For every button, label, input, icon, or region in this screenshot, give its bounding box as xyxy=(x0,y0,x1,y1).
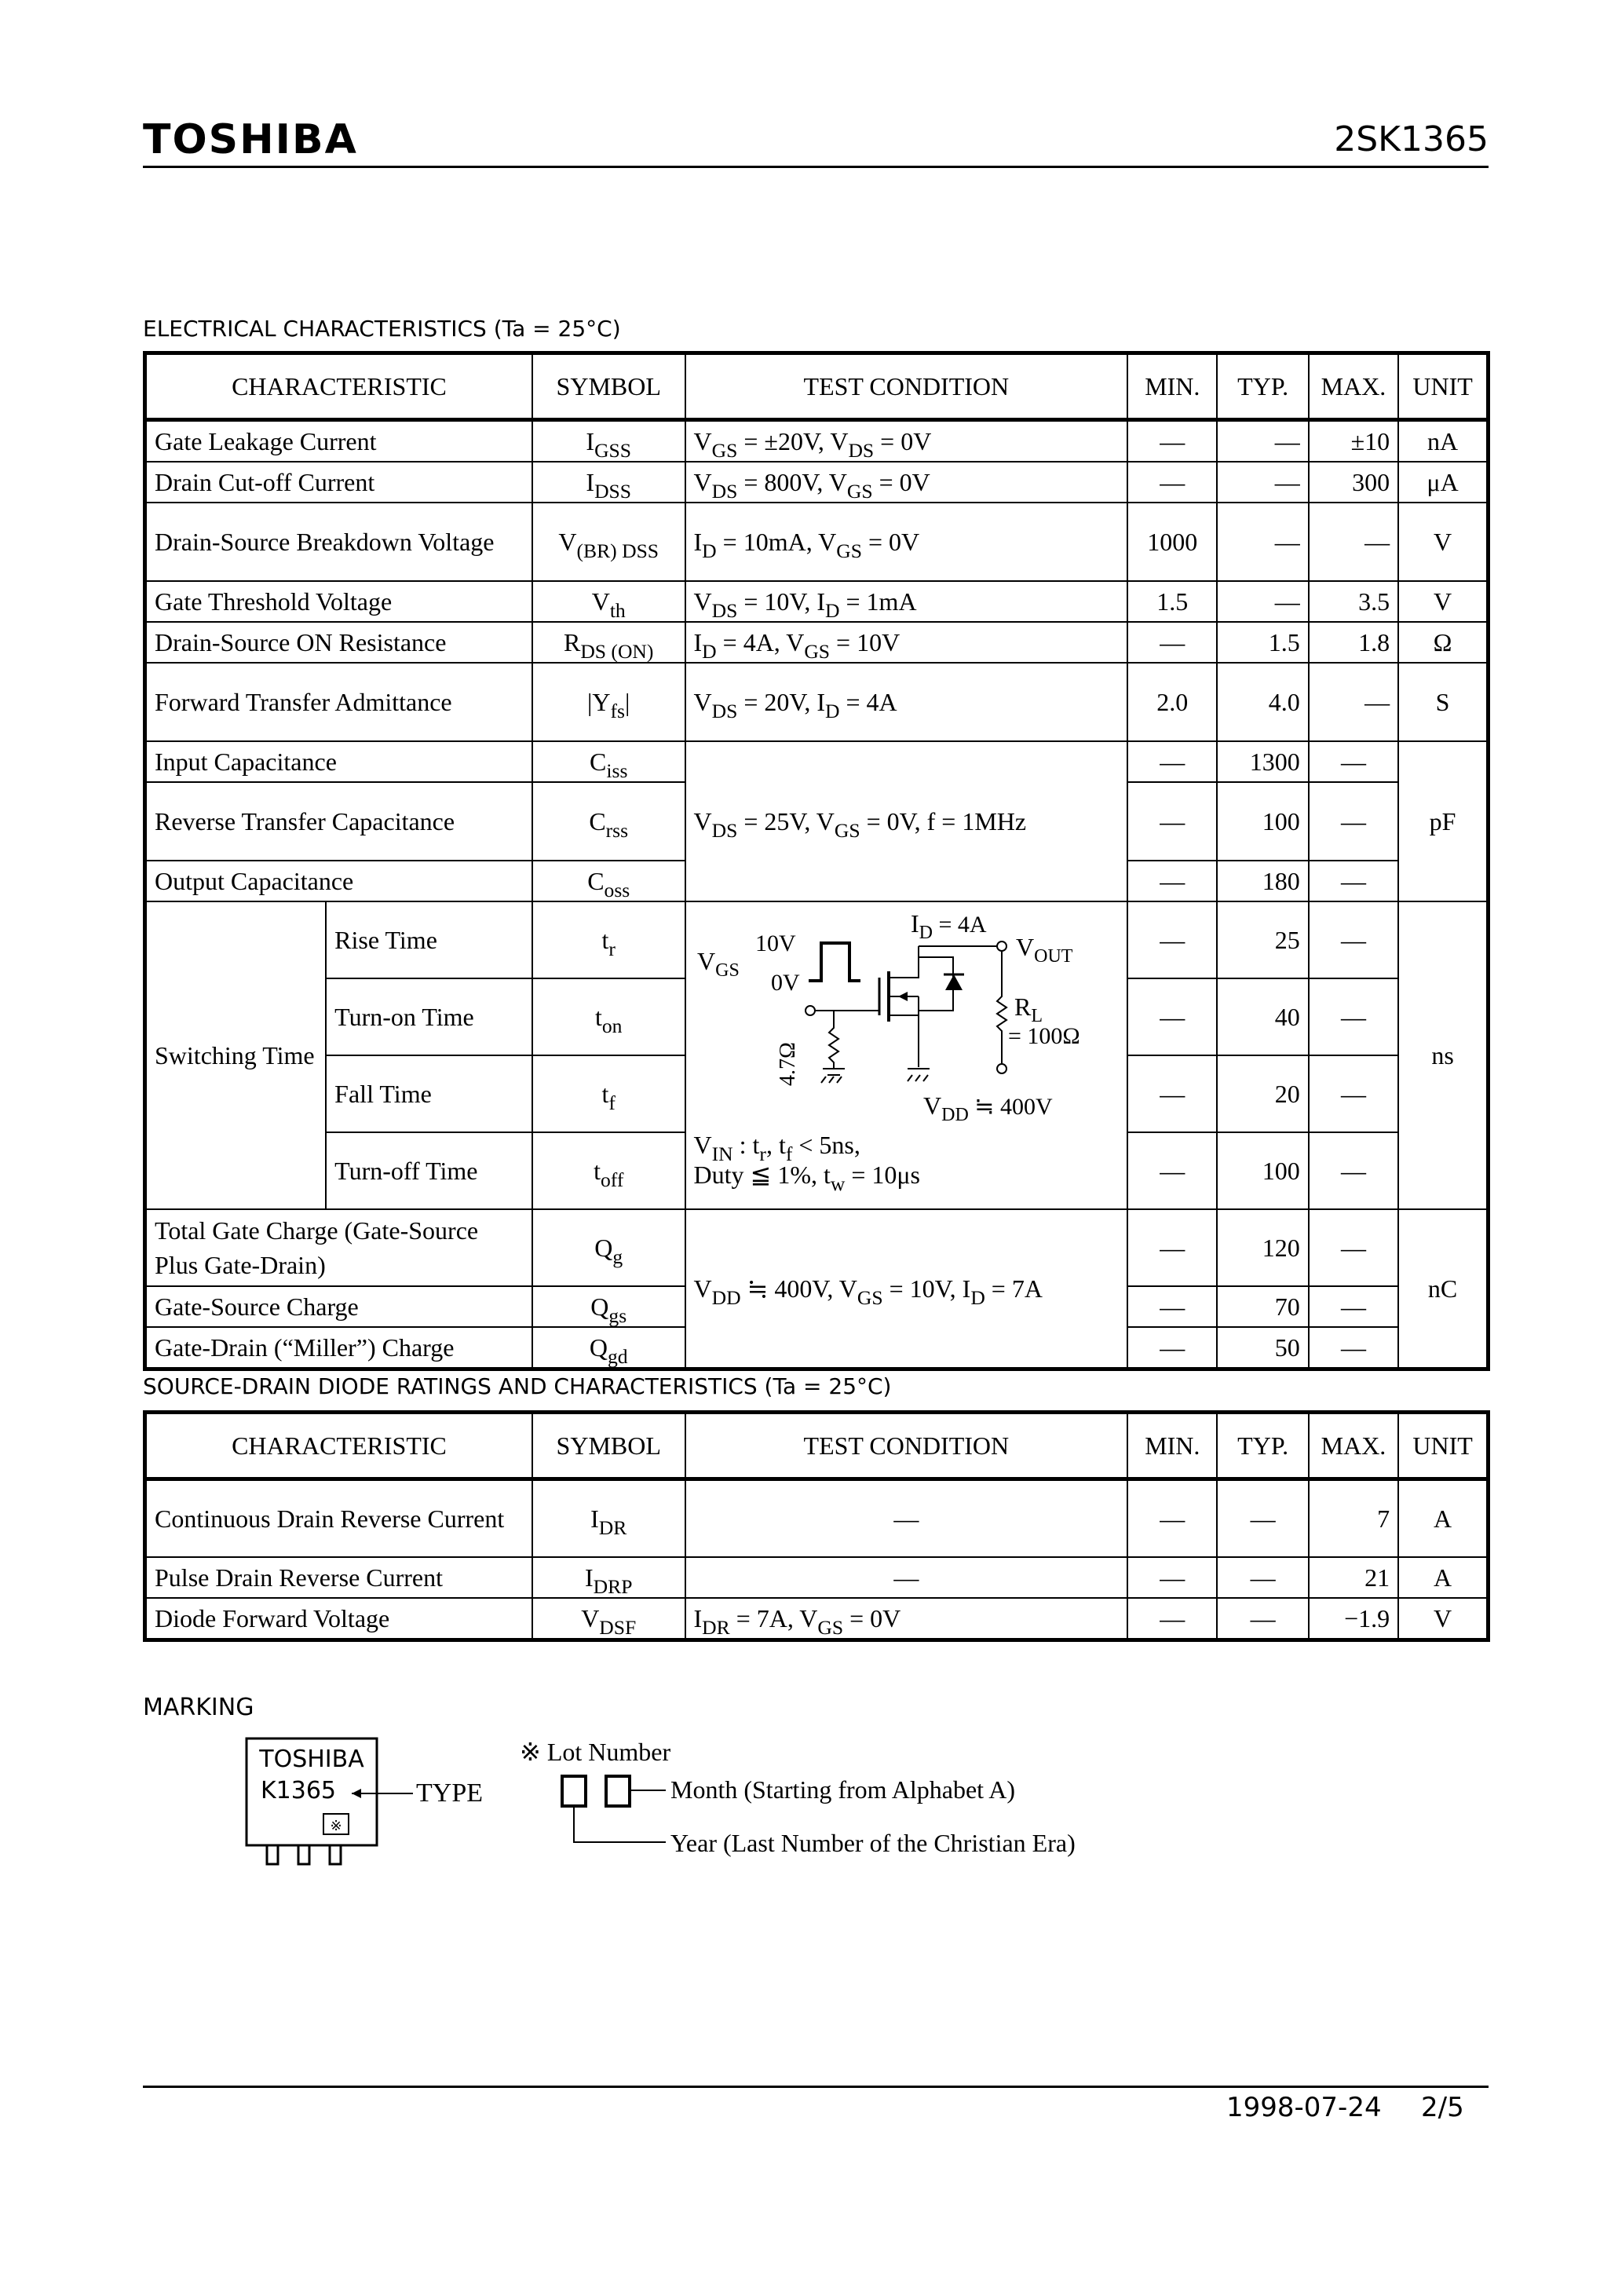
max-cell: — xyxy=(1309,782,1398,861)
col-header-symbol: SYMBOL xyxy=(532,1413,685,1479)
characteristic-cell: Turn-off Time xyxy=(326,1132,532,1209)
month-letter-box xyxy=(606,1776,630,1806)
test-condition-cell: $I_D = 4A$, $V_{GS} = 10V$ xyxy=(685,622,1128,663)
characteristic-cell: Drain-Source ON Resistance xyxy=(145,622,532,663)
unit-cell: Ω xyxy=(1398,622,1488,663)
typ-cell: 1.5 xyxy=(1217,622,1308,663)
table-row xyxy=(145,1209,1489,1286)
test-condition-cell: $V_{DS} = 25V$, $V_{GS} = 0V$, f = 1MHz xyxy=(685,741,1128,901)
unit-cell: V xyxy=(1398,581,1488,622)
svg-text:4.7Ω: 4.7Ω xyxy=(775,1042,800,1086)
table-row xyxy=(145,462,1489,503)
symbol-cell: $R_{DS (ON)}$ xyxy=(532,622,685,663)
table-row xyxy=(145,622,1489,663)
test-condition-cell: $V_{DD}$ ≒ 400V, $V_{GS} = 10V$, $I_D = 7A$ xyxy=(685,1209,1128,1369)
min-cell: — xyxy=(1127,741,1217,782)
svg-text:= 100Ω: = 100Ω xyxy=(1007,1023,1080,1049)
svg-text:RL: $R_L$ xyxy=(1014,993,1043,1026)
typ-cell: 40 xyxy=(1217,978,1308,1055)
characteristic-cell: Output Capacitance xyxy=(145,861,532,901)
footer-divider xyxy=(143,2086,1489,2088)
test-condition-cell: $I_D = 10mA$, $V_{GS} = 0V$ xyxy=(685,503,1128,581)
symbol-cell: $Q_{gd}$ xyxy=(532,1327,685,1369)
characteristic-cell: Drain-Source Breakdown Voltage xyxy=(145,503,532,581)
test-condition-cell: $V_{DS} = 10V$, $I_D = 1mA$ xyxy=(685,581,1128,622)
col-header-max: MAX. xyxy=(1309,353,1398,420)
col-header-min: MIN. xyxy=(1127,1413,1217,1479)
characteristic-cell: Fall Time xyxy=(326,1055,532,1132)
page-number: 2/5 xyxy=(1421,2092,1464,2123)
part-number: 2SK1365 xyxy=(1334,119,1489,159)
max-cell: 1.8 xyxy=(1309,622,1398,663)
characteristic-cell: Reverse Transfer Capacitance xyxy=(145,782,532,861)
symbol-cell: $t_{off}$ xyxy=(532,1132,685,1209)
characteristic-cell: Diode Forward Voltage xyxy=(145,1598,532,1640)
symbol-cell: $I_{GSS}$ xyxy=(532,420,685,462)
package-leads xyxy=(267,1845,341,1864)
table-row xyxy=(145,663,1489,741)
unit-cell: S xyxy=(1398,663,1488,741)
min-cell: — xyxy=(1127,1286,1217,1327)
table-row xyxy=(145,1557,1489,1598)
col-header-max: MAX. xyxy=(1309,1413,1398,1479)
table-row xyxy=(145,1598,1489,1640)
test-condition-cell: $V_{DS} = 20V$, $I_D = 4A$ xyxy=(685,663,1128,741)
marking-diagram xyxy=(236,1735,1335,1924)
symbol-cell: $t_f$ xyxy=(532,1055,685,1132)
typ-cell: 1300 xyxy=(1217,741,1308,782)
min-cell: — xyxy=(1127,1327,1217,1369)
col-header-test-condition: TEST CONDITION xyxy=(685,1413,1128,1479)
typ-cell: 25 xyxy=(1217,901,1308,978)
unit-cell: A xyxy=(1398,1557,1488,1598)
max-cell: — xyxy=(1309,861,1398,901)
max-cell: — xyxy=(1309,1055,1398,1132)
unit-cell: V xyxy=(1398,1598,1488,1640)
table-row xyxy=(145,1479,1489,1558)
symbol-cell: $C_{rss}$ xyxy=(532,782,685,861)
col-header-unit: UNIT xyxy=(1398,353,1488,420)
typ-cell: 20 xyxy=(1217,1055,1308,1132)
min-cell: 1000 xyxy=(1127,503,1217,581)
switching-condition-line-2: Duty ≦ 1%, $t_w = 10\mu s$ xyxy=(693,1161,920,1195)
type-pointer-arrowhead xyxy=(352,1789,361,1798)
switching-group-cell: Switching Time xyxy=(145,901,327,1209)
col-header-test-condition: TEST CONDITION xyxy=(685,353,1128,420)
symbol-cell: $V_{th}$ xyxy=(532,581,685,622)
test-condition-cell: $I_{DR} = 7A$, $V_{GS} = 0V$ xyxy=(685,1598,1128,1640)
col-header-characteristic: CHARACTERISTIC xyxy=(145,353,532,420)
min-cell: — xyxy=(1127,1557,1217,1598)
symbol-cell: $C_{oss}$ xyxy=(532,861,685,901)
typ-cell: — xyxy=(1217,462,1308,503)
max-cell: −1.9 xyxy=(1309,1598,1398,1640)
unit-cell: nA xyxy=(1398,420,1488,462)
unit-cell: pF xyxy=(1398,741,1488,901)
header-divider xyxy=(143,166,1489,168)
year-digit-box xyxy=(562,1776,586,1806)
test-condition-cell: — xyxy=(685,1557,1128,1598)
switching-test-circuit xyxy=(694,902,1118,1130)
min-cell: — xyxy=(1127,901,1217,978)
symbol-cell: $C_{iss}$ xyxy=(532,741,685,782)
test-condition-cell: $V_{DS} = 800V$, $V_{GS} = 0V$ xyxy=(685,462,1128,503)
svg-text:VDD ≒ 400V: $V_{DD}$ ≒ 400V xyxy=(922,1091,1053,1125)
test-condition-cell xyxy=(685,901,1128,1209)
col-header-typ: TYP. xyxy=(1217,353,1308,420)
symbol-cell: $V_{DSF}$ xyxy=(532,1598,685,1640)
typ-cell: — xyxy=(1217,503,1308,581)
max-cell: — xyxy=(1309,1286,1398,1327)
max-cell: — xyxy=(1309,1132,1398,1209)
col-header-min: MIN. xyxy=(1127,353,1217,420)
unit-cell: ns xyxy=(1398,901,1488,1209)
min-cell: 2.0 xyxy=(1127,663,1217,741)
svg-text:VOUT: $V_{OUT}$ xyxy=(1015,933,1072,967)
typ-cell: 120 xyxy=(1217,1209,1308,1286)
characteristic-cell: Turn-on Time xyxy=(326,978,532,1055)
symbol-cell: $t_r$ xyxy=(532,901,685,978)
characteristic-cell: Gate Threshold Voltage xyxy=(145,581,532,622)
typ-cell: 70 xyxy=(1217,1286,1308,1327)
characteristic-cell: Input Capacitance xyxy=(145,741,532,782)
characteristic-cell: Pulse Drain Reverse Current xyxy=(145,1557,532,1598)
characteristic-cell: Gate Leakage Current xyxy=(145,420,532,462)
max-cell: — xyxy=(1309,741,1398,782)
electrical-characteristics-table xyxy=(143,351,1490,1371)
typ-cell: — xyxy=(1217,420,1308,462)
table-row xyxy=(145,503,1489,581)
year-pointer-line xyxy=(574,1806,666,1842)
max-cell: 21 xyxy=(1309,1557,1398,1598)
symbol-cell: $Q_g$ xyxy=(532,1209,685,1286)
max-cell: — xyxy=(1309,1327,1398,1369)
min-cell: — xyxy=(1127,1209,1217,1286)
max-cell: — xyxy=(1309,901,1398,978)
diode-characteristics-table xyxy=(143,1410,1490,1642)
col-header-symbol: SYMBOL xyxy=(532,353,685,420)
min-cell: — xyxy=(1127,978,1217,1055)
col-header-typ: TYP. xyxy=(1217,1413,1308,1479)
max-cell: 7 xyxy=(1309,1479,1398,1558)
typ-cell: 100 xyxy=(1217,782,1308,861)
typ-cell: 4.0 xyxy=(1217,663,1308,741)
unit-cell: μA xyxy=(1398,462,1488,503)
max-cell: — xyxy=(1309,1209,1398,1286)
col-header-unit: UNIT xyxy=(1398,1413,1488,1479)
typ-cell: 180 xyxy=(1217,861,1308,901)
symbol-cell: $Q_{gs}$ xyxy=(532,1286,685,1327)
characteristic-cell: Continuous Drain Reverse Current xyxy=(145,1479,532,1558)
table-row xyxy=(145,901,1489,978)
characteristic-cell: Drain Cut-off Current xyxy=(145,462,532,503)
col-header-characteristic: CHARACTERISTIC xyxy=(145,1413,532,1479)
lot-number-label: ※ Lot Number xyxy=(520,1738,671,1766)
characteristic-cell: Gate-Drain (“Miller”) Charge xyxy=(145,1327,532,1369)
marking-section-title: MARKING xyxy=(143,1694,254,1721)
brand-logo: TOSHIBA xyxy=(143,116,358,163)
min-cell: — xyxy=(1127,782,1217,861)
min-cell: — xyxy=(1127,420,1217,462)
table-row xyxy=(145,420,1489,462)
svg-text:VGS: $V_{GS}$ xyxy=(696,947,740,981)
test-condition-cell: $V_{GS} = \pm 20V$, $V_{DS} = 0V$ xyxy=(685,420,1128,462)
table-row xyxy=(145,741,1489,782)
typ-cell: 50 xyxy=(1217,1327,1308,1369)
type-label: TYPE xyxy=(416,1779,483,1808)
min-cell: — xyxy=(1127,1479,1217,1558)
characteristic-cell: Total Gate Charge (Gate-Source Plus Gate-Drain) xyxy=(145,1209,532,1286)
electrical-section-title: ELECTRICAL CHARACTERISTICS (Ta = 25°C) xyxy=(143,316,621,342)
max-cell: — xyxy=(1309,503,1398,581)
symbol-cell: $|Y_{fs}|$ xyxy=(532,663,685,741)
min-cell: — xyxy=(1127,462,1217,503)
package-type-text: K1365 xyxy=(260,1777,337,1804)
typ-cell: — xyxy=(1217,1557,1308,1598)
table-row xyxy=(145,581,1489,622)
svg-text:ID = 4A: $I_D = 4A$ xyxy=(910,909,987,943)
symbol-cell: $V_{(BR) DSS}$ xyxy=(532,503,685,581)
typ-cell: — xyxy=(1217,1598,1308,1640)
symbol-cell: $I_{DRP}$ xyxy=(532,1557,685,1598)
characteristic-cell: Gate-Source Charge xyxy=(145,1286,532,1327)
characteristic-cell: Rise Time xyxy=(326,901,532,978)
min-cell: — xyxy=(1127,861,1217,901)
typ-cell: — xyxy=(1217,1479,1308,1558)
lot-mark-symbol: ※ xyxy=(330,1818,342,1834)
unit-cell: V xyxy=(1398,503,1488,581)
max-cell: — xyxy=(1309,978,1398,1055)
max-cell: 3.5 xyxy=(1309,581,1398,622)
typ-cell: 100 xyxy=(1217,1132,1308,1209)
switching-condition-line-1: $V_{IN}$ : $t_r$, $t_f < 5ns$, xyxy=(693,1131,860,1165)
month-label: Month (Starting from Alphabet A) xyxy=(670,1775,1016,1804)
svg-text:10V: 10V xyxy=(754,930,796,956)
symbol-cell: $I_{DSS}$ xyxy=(532,462,685,503)
min-cell: 1.5 xyxy=(1127,581,1217,622)
package-brand-text: TOSHIBA xyxy=(259,1746,364,1773)
min-cell: — xyxy=(1127,622,1217,663)
symbol-cell: $t_{on}$ xyxy=(532,978,685,1055)
diode-section-title: SOURCE-DRAIN DIODE RATINGS AND CHARACTERISTICS (Ta = 25°C) xyxy=(143,1373,892,1399)
svg-text:0V: 0V xyxy=(770,970,800,996)
typ-cell: — xyxy=(1217,581,1308,622)
test-condition-cell: — xyxy=(685,1479,1128,1558)
document-date: 1998-07-24 xyxy=(1226,2092,1382,2123)
max-cell: ±10 xyxy=(1309,420,1398,462)
symbol-cell: $I_{DR}$ xyxy=(532,1479,685,1558)
unit-cell: A xyxy=(1398,1479,1488,1558)
unit-cell: nC xyxy=(1398,1209,1488,1369)
min-cell: — xyxy=(1127,1598,1217,1640)
year-label: Year (Last Number of the Christian Era) xyxy=(670,1829,1076,1857)
characteristic-cell: Forward Transfer Admittance xyxy=(145,663,532,741)
min-cell: — xyxy=(1127,1132,1217,1209)
max-cell: — xyxy=(1309,663,1398,741)
min-cell: — xyxy=(1127,1055,1217,1132)
max-cell: 300 xyxy=(1309,462,1398,503)
